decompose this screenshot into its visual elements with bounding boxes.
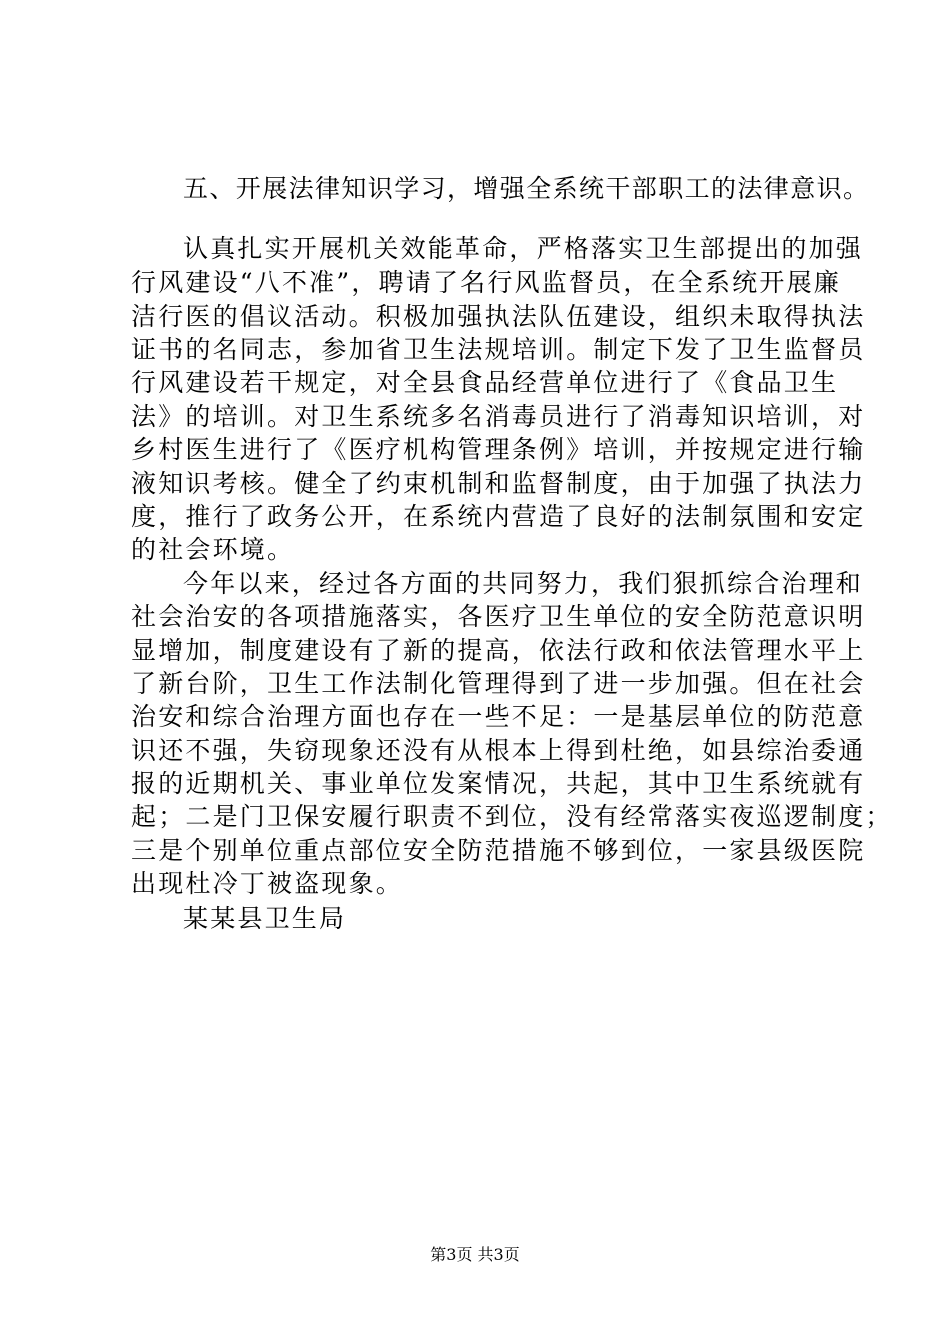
paragraph2-line: 起；二是门卫保安履行职责不到位，没有经常落实夜巡逻制度；	[131, 802, 893, 831]
paragraph1-line: 液知识考核。健全了约束机制和监督制度，由于加强了执法力	[131, 469, 866, 498]
paragraph2-line: 了新台阶，卫生工作法制化管理得到了进一步加强。但在社会	[131, 669, 866, 698]
paragraph1-line: 洁行医的倡议活动。积极加强执法队伍建设，组织未取得执法	[131, 302, 866, 331]
paragraph1-line: 行风建设“八不准”，聘请了名行风监督员，在全系统开展廉	[131, 268, 841, 297]
paragraph2-line: 治安和综合治理方面也存在一些不足：一是基层单位的防范意	[131, 702, 866, 731]
paragraph2-line: 社会治安的各项措施落实，各医疗卫生单位的安全防范意识明	[131, 602, 866, 631]
paragraph1-line: 证书的名同志，参加省卫生法规培训。制定下发了卫生监督员	[131, 335, 866, 364]
paragraph1-line: 行风建设若干规定，对全县食品经营单位进行了《食品卫生	[131, 368, 839, 397]
paragraph2-line: 三是个别单位重点部位安全防范措施不够到位，一家县级医院	[131, 836, 866, 865]
paragraph1-line: 认真扎实开展机关效能革命，严格落实卫生部提出的加强	[183, 234, 864, 263]
paragraph2-line: 出现杜冷丁被盗现象。	[131, 869, 404, 898]
paragraph2-line: 显增加，制度建设有了新的提高，依法行政和依法管理水平上	[131, 636, 866, 665]
section-heading: 五、开展法律知识学习，增强全系统干部职工的法律意识。	[183, 174, 870, 203]
paragraph2-line: 识还不强，失窃现象还没有从根本上得到杜绝，如县综治委通	[131, 736, 866, 765]
paragraph1-line: 的社会环境。	[131, 535, 295, 564]
signature: 某某县卫生局	[183, 904, 347, 933]
paragraph1-line: 法》的培训。对卫生系统多名消毒员进行了消毒知识培训，对	[131, 402, 866, 431]
page-number: 第3页 共3页	[430, 1245, 520, 1264]
paragraph2-line: 报的近期机关、事业单位发案情况，共起，其中卫生系统就有	[131, 769, 866, 798]
paragraph1-line: 度，推行了政务公开，在系统内营造了良好的法制氛围和安定	[131, 502, 866, 531]
paragraph2-line: 今年以来，经过各方面的共同努力，我们狠抓综合治理和	[183, 569, 864, 598]
paragraph1-line: 乡村医生进行了《医疗机构管理条例》培训，并按规定进行输	[131, 435, 866, 464]
